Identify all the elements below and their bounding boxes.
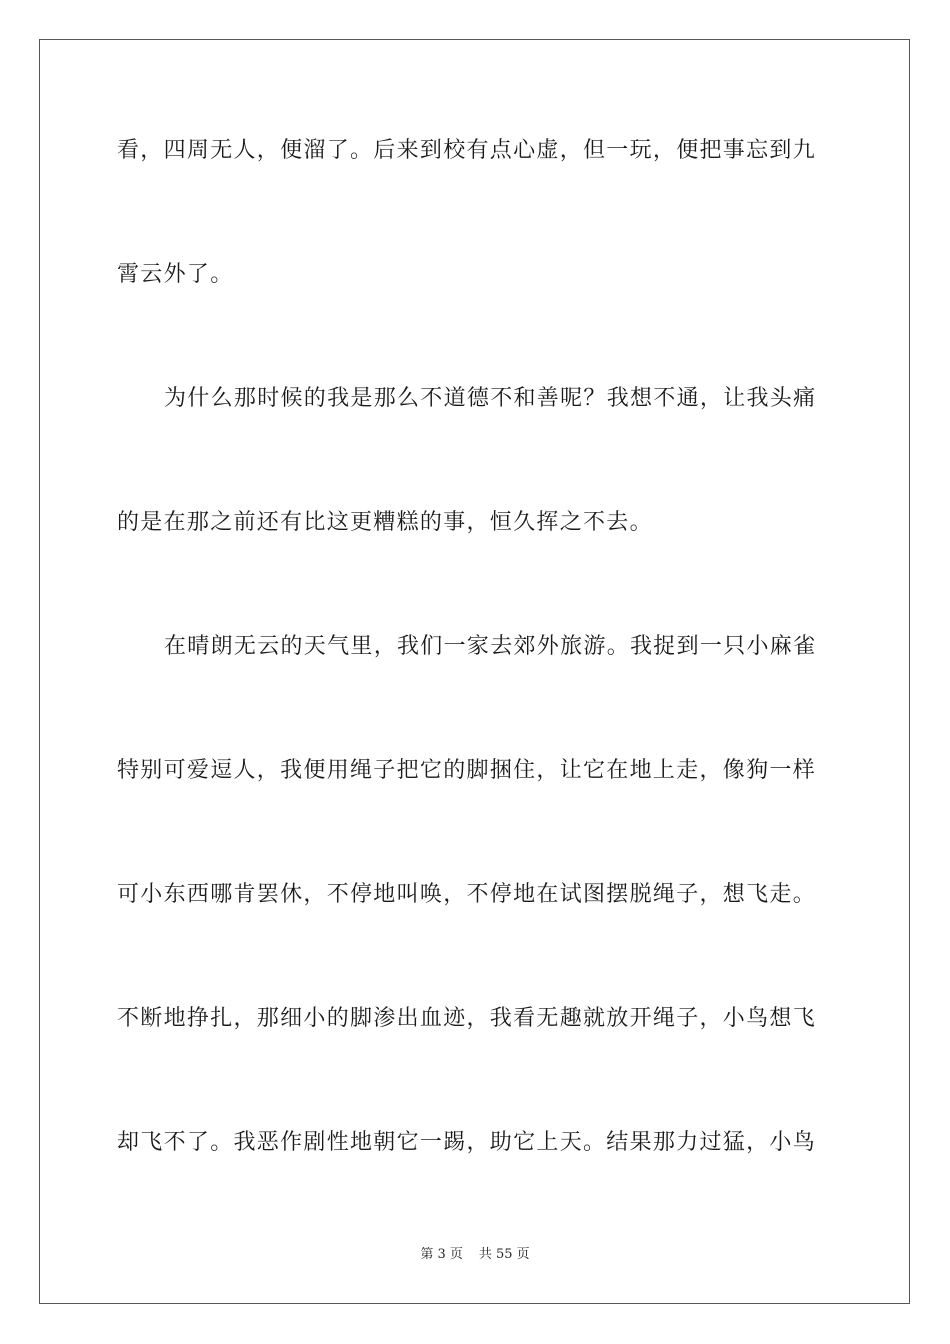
text-line-7: 可小东西哪肯罢休，不停地叫唤，不停地在试图摆脱绳子，想飞走。 [117,882,817,907]
text-line-6: 特别可爱逗人，我便用绳子把它的脚捆住，让它在地上走，像狗一样 [117,758,817,783]
page-border [39,39,910,1304]
page-number: 第 3 页 [420,1247,463,1262]
text-line-2: 霄云外了。 [117,262,234,287]
text-line-1: 看，四周无人，便溜了。后来到校有点心虚，但一玩，便把事忘到九 [117,138,817,163]
page-footer [0,1246,950,1264]
text-line-9: 却飞不了。我恶作剧性地朝它一踢，助它上天。结果那力过猛，小鸟 [117,1130,817,1155]
text-line-8: 不断地挣扎，那细小的脚渗出血迹，我看无趣就放开绳子，小鸟想飞 [117,1006,817,1031]
page-total: 共 55 页 [478,1247,530,1262]
paragraph-start-line: 在晴朗无云的天气里，我们一家去郊外旅游。我捉到一只小麻雀 [164,634,817,659]
paragraph-start-line: 为什么那时候的我是那么不道德不和善呢？我想不通，让我头痛 [164,386,817,411]
text-line-4: 的是在那之前还有比这更糟糕的事，恒久挥之不去。 [117,510,653,535]
